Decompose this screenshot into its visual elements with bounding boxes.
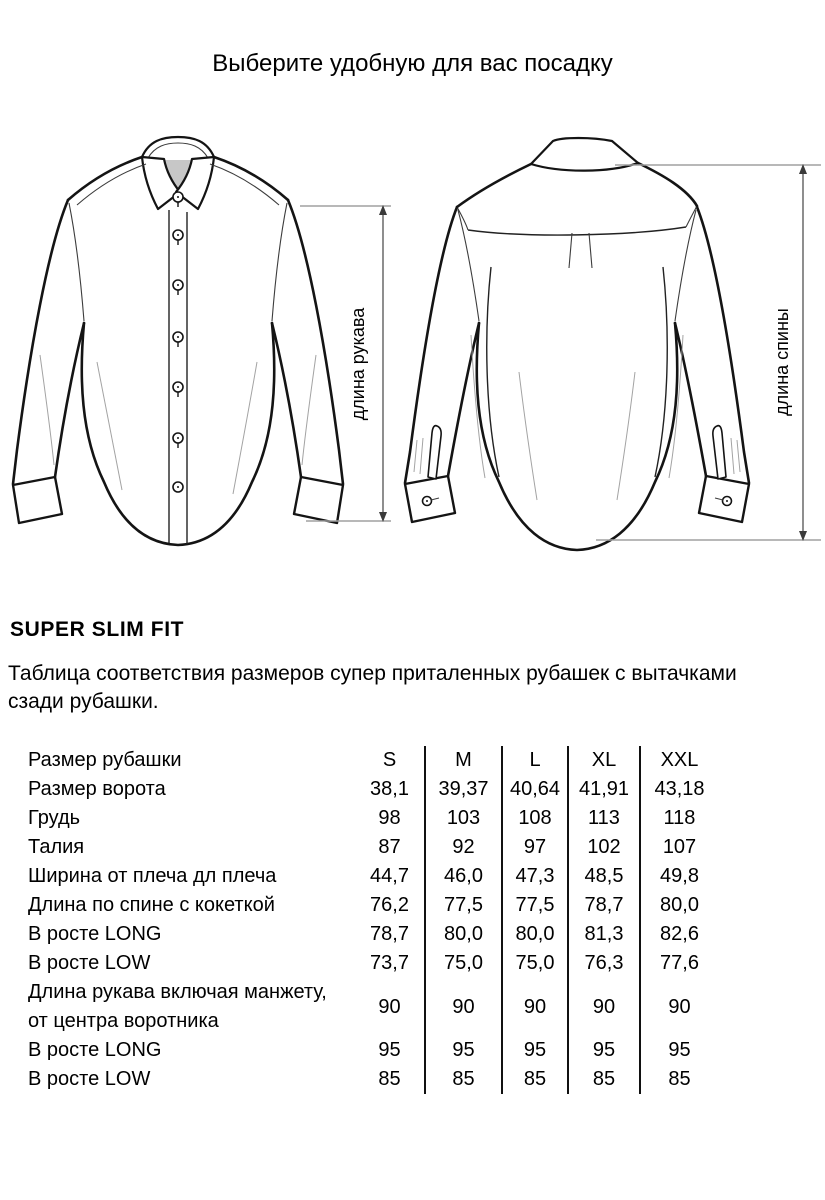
- table-row-low: [28, 949, 718, 978]
- value-cell: 77,6: [640, 949, 718, 978]
- value-cell: 49,8: [640, 862, 718, 891]
- value-cell: 108: [502, 804, 568, 833]
- value-cell: 90: [640, 978, 718, 1036]
- measure-label: [28, 978, 355, 1036]
- value-cell: 78,7: [370, 923, 409, 945]
- value-cell: 97: [502, 833, 568, 862]
- value-cell: 95: [378, 1039, 401, 1061]
- value-cell: 43,18: [640, 775, 718, 804]
- measure-label-line2: от центра воротника: [28, 1010, 219, 1032]
- size-table: [28, 746, 718, 1094]
- value-cell: 90: [568, 978, 640, 1036]
- table-row-sleeve-long: [28, 1036, 718, 1065]
- fit-description: [8, 660, 737, 716]
- back-collar: [457, 138, 697, 207]
- value-cell: 118: [640, 804, 718, 833]
- value-cell: 38,1: [370, 778, 409, 800]
- value-cell: 78,7: [568, 891, 640, 920]
- value-cell: 103: [425, 804, 502, 833]
- value-cell: 82,6: [640, 920, 718, 949]
- value-cell: 47,3: [502, 862, 568, 891]
- value-cell: 85: [568, 1065, 640, 1094]
- measure-label: Размер рубашки: [28, 749, 182, 771]
- value-cell: 76,2: [370, 894, 409, 916]
- size-header-m: M: [425, 746, 502, 775]
- measure-label: В росте LOW: [28, 952, 151, 974]
- fit-description-line2: сзади рубашки.: [8, 690, 159, 713]
- size-header-s: S: [382, 749, 397, 771]
- value-cell: 39,37: [425, 775, 502, 804]
- value-cell: 80,0: [425, 920, 502, 949]
- value-cell: 113: [568, 804, 640, 833]
- size-header-l: L: [502, 746, 568, 775]
- value-cell: 73,7: [370, 952, 409, 974]
- value-cell: 76,3: [568, 949, 640, 978]
- value-cell: 46,0: [425, 862, 502, 891]
- fit-heading: SUPER SLIM FIT: [10, 618, 185, 641]
- value-cell: 95: [502, 1036, 568, 1065]
- table-row-long: [28, 920, 718, 949]
- value-cell: 75,0: [425, 949, 502, 978]
- table-row-shoulder: [28, 862, 718, 891]
- shirt-back-drawing: [400, 120, 825, 565]
- value-cell: 80,0: [640, 891, 718, 920]
- table-row-sleeve-low: [28, 1065, 718, 1094]
- measure-label: Талия: [28, 836, 85, 858]
- value-cell: 95: [640, 1036, 718, 1065]
- size-header-xxl: XXL: [640, 746, 718, 775]
- measure-label: В росте LOW: [28, 1068, 151, 1090]
- table-row-back-length: [28, 891, 718, 920]
- table-row-chest: [28, 804, 718, 833]
- value-cell: 85: [378, 1068, 401, 1090]
- measure-label: В росте LONG: [28, 923, 162, 945]
- value-cell: 90: [425, 978, 502, 1036]
- value-cell: 107: [640, 833, 718, 862]
- size-header-xl: XL: [568, 746, 640, 775]
- measure-label: Грудь: [28, 807, 81, 829]
- value-cell: 85: [640, 1065, 718, 1094]
- value-cell: 92: [425, 833, 502, 862]
- table-row-waist: [28, 833, 718, 862]
- value-cell: 80,0: [502, 920, 568, 949]
- sleeve-length-label: длина рукава: [348, 307, 368, 421]
- value-cell: 81,3: [568, 920, 640, 949]
- value-cell: 95: [425, 1036, 502, 1065]
- measure-label: Длина по спине с кокеткой: [28, 894, 275, 916]
- value-cell: 90: [502, 978, 568, 1036]
- back-shirt-body: [405, 206, 749, 550]
- value-cell: 87: [378, 836, 401, 858]
- value-cell: 44,7: [370, 865, 409, 887]
- table-row-sleeve: [28, 978, 718, 1036]
- value-cell: 90: [378, 995, 401, 1018]
- table-row-sizes: [28, 746, 718, 775]
- value-cell: 85: [502, 1065, 568, 1094]
- fit-description-line1: Таблица соответствия размеров супер приталенных рубашек с вытачками: [8, 662, 737, 685]
- value-cell: 77,5: [502, 891, 568, 920]
- back-length-label: длина спины: [772, 308, 792, 416]
- value-cell: 75,0: [502, 949, 568, 978]
- value-cell: 85: [425, 1065, 502, 1094]
- page-title: Выберите удобную для вас посадку: [212, 50, 613, 77]
- table-row-collar: [28, 775, 718, 804]
- value-cell: 40,64: [502, 775, 568, 804]
- measure-label: В росте LONG: [28, 1039, 162, 1061]
- measure-label: Ширина от плеча дл плеча: [28, 865, 277, 887]
- value-cell: 102: [568, 833, 640, 862]
- measure-label: Размер ворота: [28, 778, 166, 800]
- value-cell: 41,91: [568, 775, 640, 804]
- measure-label-line1: Длина рукава включая манжету,: [28, 981, 327, 1003]
- value-cell: 98: [378, 807, 401, 829]
- front-shirt-body: [13, 200, 343, 545]
- value-cell: 95: [568, 1036, 640, 1065]
- shirt-front-drawing: [0, 120, 400, 565]
- value-cell: 48,5: [568, 862, 640, 891]
- value-cell: 77,5: [425, 891, 502, 920]
